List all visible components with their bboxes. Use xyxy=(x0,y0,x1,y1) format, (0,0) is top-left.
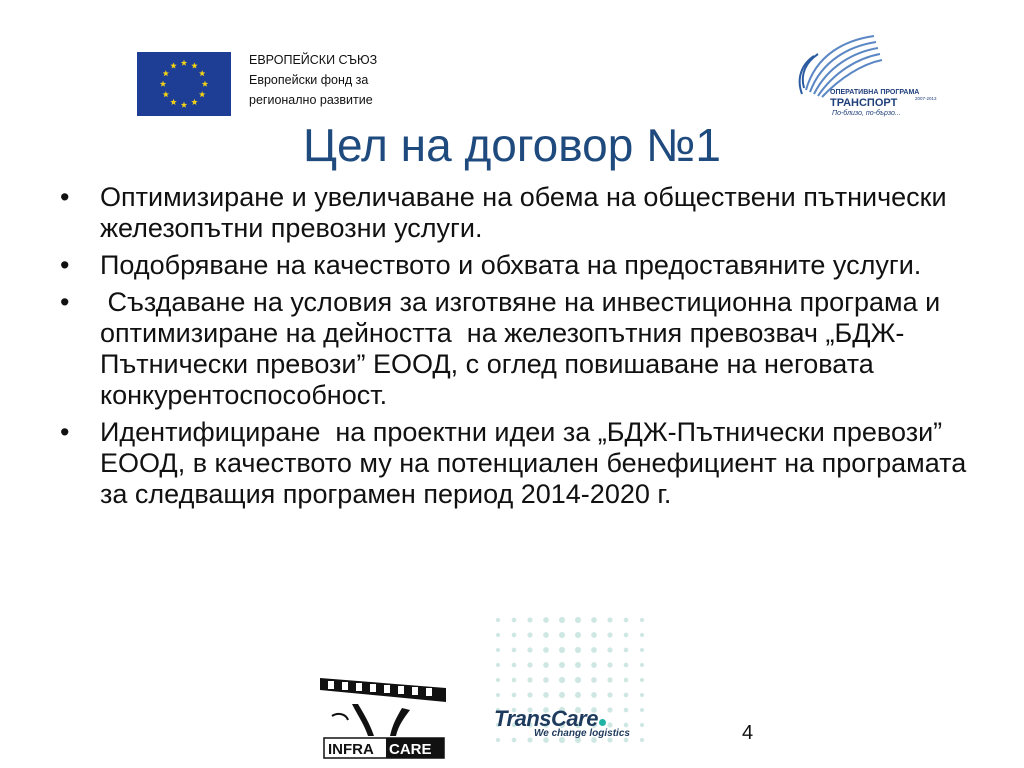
bullet-dot-icon: • xyxy=(60,287,70,317)
pattern-dot xyxy=(575,632,581,638)
bullet-text: Подобряване на качеството и обхвата на предоставяните услуги. xyxy=(100,250,922,280)
pattern-dot xyxy=(640,723,644,727)
pattern-dot xyxy=(607,617,612,622)
eu-text-line-1: ЕВРОПЕЙСКИ СЪЮЗ xyxy=(249,53,378,67)
page-number: 4 xyxy=(742,722,754,744)
pattern-dot xyxy=(512,618,517,623)
pattern-dot xyxy=(575,692,581,698)
pattern-dot xyxy=(512,693,517,698)
pattern-dot xyxy=(624,618,629,623)
pattern-dot xyxy=(591,677,597,683)
pattern-dot xyxy=(591,617,597,623)
pattern-dot xyxy=(640,618,644,622)
pattern-dot xyxy=(575,617,581,623)
pattern-dot xyxy=(624,663,629,668)
pattern-dot xyxy=(607,692,612,697)
bullet-text: Създаване на условия за изготвяне на инвестиционна програма и оптимизиране на дейността на железопътния превозвач „БДЖ-Пътнически превози” ЕООД, с оглед повишаване на неговата конкурентоспособност. xyxy=(100,287,948,410)
pattern-dot xyxy=(543,692,549,698)
pattern-dot xyxy=(624,693,629,698)
pattern-dot xyxy=(607,677,612,682)
bullet-item xyxy=(60,287,1000,411)
bullet-list xyxy=(60,182,1000,516)
bullet-item xyxy=(60,182,1000,244)
bullet-text: Идентифициране на проектни идеи за „БДЖ-Пътнически превози” ЕООД, в качеството му на потенциален бенефициент на програмата за следващия програмен период 2014-2020 г. xyxy=(100,417,974,509)
transcare-dot-icon xyxy=(599,719,606,726)
op-logo-line1: ОПЕРАТИВНА ПРОГРАМА xyxy=(830,89,920,96)
pattern-dot xyxy=(640,708,644,712)
op-logo-line2: ТРАНСПОРТ xyxy=(830,97,898,109)
pattern-dot xyxy=(575,677,581,683)
eu-text-line-2: Европейски фонд за xyxy=(249,73,369,87)
pattern-dot xyxy=(559,662,565,668)
pattern-dot xyxy=(512,648,517,653)
pattern-dot xyxy=(591,662,597,668)
op-swoosh-icon xyxy=(800,36,882,97)
op-transport-logo xyxy=(796,34,958,120)
pattern-dot xyxy=(575,662,581,668)
pattern-dot xyxy=(591,647,597,653)
pattern-dot xyxy=(496,633,500,637)
pattern-dot xyxy=(543,632,549,638)
eu-text-line-3: регионално развитие xyxy=(249,93,373,107)
pattern-dot xyxy=(591,632,597,638)
pattern-dot xyxy=(559,647,565,653)
pattern-dot xyxy=(527,662,532,667)
pattern-dot xyxy=(496,678,500,682)
bullet-dot-icon: • xyxy=(60,417,70,447)
transcare-name: TransCare xyxy=(494,706,598,731)
bridge-icon xyxy=(320,678,446,736)
op-logo-slogan: По-близо, по-бързо... xyxy=(832,110,901,117)
pattern-dot xyxy=(559,617,565,623)
infracare-text-care: CARE xyxy=(389,741,432,758)
pattern-dot xyxy=(575,647,581,653)
pattern-dot xyxy=(527,692,532,697)
bullet-item xyxy=(60,417,1000,510)
pattern-dot xyxy=(640,678,644,682)
pattern-dot xyxy=(607,647,612,652)
pattern-dot xyxy=(640,663,644,667)
bullet-dot-icon: • xyxy=(60,182,70,212)
pattern-dot xyxy=(640,738,644,742)
pattern-dot xyxy=(527,677,532,682)
pattern-dot xyxy=(496,693,500,697)
pattern-dot xyxy=(543,677,549,683)
slide-title: Цел на договор №1 xyxy=(302,119,722,171)
transcare-tagline: We change logistics xyxy=(534,728,630,739)
eu-stars-icon xyxy=(137,52,231,116)
pattern-dot xyxy=(543,647,549,653)
pattern-dot xyxy=(640,648,644,652)
pattern-dot xyxy=(607,662,612,667)
pattern-dot xyxy=(591,692,597,698)
bullet-item xyxy=(60,250,1000,281)
pattern-dot xyxy=(543,617,549,623)
pattern-dot xyxy=(527,617,532,622)
pattern-dot xyxy=(496,648,500,652)
pattern-dot xyxy=(624,633,629,638)
pattern-dot xyxy=(512,633,517,638)
eu-flag-logo xyxy=(137,52,231,116)
pattern-dot xyxy=(624,678,629,683)
pattern-dot xyxy=(624,648,629,653)
transcare-logo xyxy=(494,706,630,739)
eu-fund-label xyxy=(249,50,377,110)
pattern-dot xyxy=(559,692,565,698)
infracare-logo xyxy=(318,668,448,760)
op-logo-years: 2007-2013 xyxy=(915,96,937,101)
pattern-dot xyxy=(543,662,549,668)
pattern-dot xyxy=(527,647,532,652)
bullet-dot-icon: • xyxy=(60,250,70,280)
pattern-dot xyxy=(512,663,517,668)
pattern-dot xyxy=(607,632,612,637)
pattern-dot xyxy=(496,618,500,622)
pattern-dot xyxy=(559,677,565,683)
infracare-text-infra: INFRA xyxy=(328,741,374,758)
pattern-dot xyxy=(559,632,565,638)
pattern-dot xyxy=(527,632,532,637)
pattern-dot xyxy=(512,678,517,683)
pattern-dot xyxy=(640,693,644,697)
pattern-dot xyxy=(496,663,500,667)
bullet-text: Оптимизиране и увеличаване на обема на обществени пътнически железопътни превозни услуги. xyxy=(100,182,947,243)
pattern-dot xyxy=(640,633,644,637)
